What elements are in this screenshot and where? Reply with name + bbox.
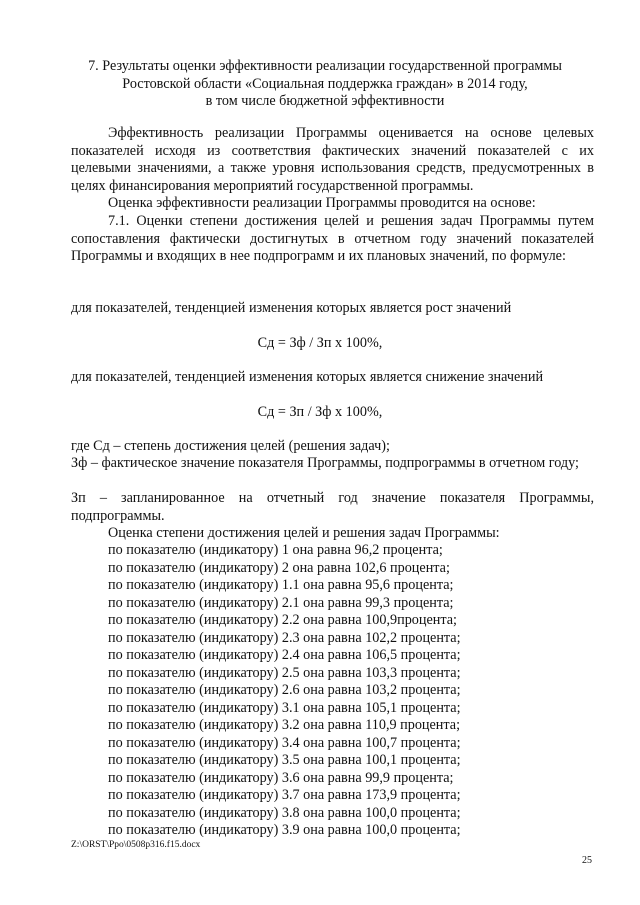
- list-item: по показателю (индикатору) 1 она равна 96,2 процента;: [108, 542, 443, 558]
- list-item: по показателю (индикатору) 3.9 она равна 100,0 процента;: [108, 822, 461, 838]
- paragraph-method: 7.1. Оценки степени достижения целей и решения задач Программы путем сопоставления фактически достигнутых в отчетном году значений показателей Программы и входящих в нее подпрограмм и их плановых значений, по формуле:: [71, 213, 594, 264]
- title-line: 7. Результаты оценки эффективности реализации государственной программы: [88, 58, 562, 74]
- list-item: по показателю (индикатору) 2.1 она равна 99,3 процента;: [108, 594, 454, 611]
- formula-decrease: Сд = Зп / Зф х 100%,: [257, 404, 383, 420]
- definition-cd: где Сд – степень достижения целей (решения задач);: [71, 438, 390, 454]
- list-item: по показателю (индикатору) 3.4 она равна 100,7 процента;: [108, 734, 461, 751]
- definition-zp: Зп – запланированное на отчетный год значение показателя Программы, подпрограммы.: [71, 490, 594, 524]
- list-item: по показателю (индикатору) 3.2 она равна 110,9 процента;: [108, 717, 461, 733]
- formula-growth: Сд = Зф / Зп х 100%,: [257, 335, 383, 351]
- list-item: по показателю (индикатору) 3.1 она равна 105,1 процента;: [108, 699, 461, 716]
- title-line: в том числе бюджетной эффективности: [205, 93, 445, 109]
- list-item: по показателю (индикатору) 2.3 она равна 102,2 процента;: [108, 629, 461, 646]
- definition-zf: Зф – фактическое значение показателя Программы, подпрограммы в отчетном году;: [71, 455, 579, 471]
- file-path-footer: Z:\ORST\Ppo\0508p316.f15.docx: [71, 840, 201, 850]
- section-title: [60, 58, 590, 111]
- list-item: по показателю (индикатору) 3.8 она равна 100,0 процента;: [108, 804, 461, 821]
- list-item: по показателю (индикатору) 2.2 она равна 100,9процента;: [108, 612, 457, 628]
- list-item: по показателю (индикатору) 2.5 она равна 103,3 процента;: [108, 664, 461, 681]
- assessment-intro: Оценка степени достижения целей и решения задач Программы:: [108, 525, 500, 541]
- list-item: по показателю (индикатору) 3.7 она равна 173,9 процента;: [108, 787, 461, 803]
- list-item: по показателю (индикатору) 1.1 она равна 95,6 процента;: [108, 577, 454, 593]
- paragraph-evaluation-basis: Оценка эффективности реализации Программы проводится на основе:: [108, 195, 536, 211]
- list-item: по показателю (индикатору) 2.4 она равна 106,5 процента;: [108, 647, 461, 663]
- page-number: 25: [582, 855, 592, 866]
- list-item: по показателю (индикатору) 3.6 она равна 99,9 процента;: [108, 769, 454, 786]
- decrease-label: для показателей, тенденцией изменения которых является снижение значений: [71, 369, 544, 385]
- growth-label: для показателей, тенденцией изменения которых является рост значений: [71, 300, 512, 316]
- list-item: по показателю (индикатору) 3.5 она равна 100,1 процента;: [108, 752, 461, 768]
- indicator-list: [71, 542, 631, 840]
- title-line: Ростовской области «Социальная поддержка граждан» в 2014 году,: [122, 75, 528, 92]
- list-item: по показателю (индикатору) 2 она равна 102,6 процента;: [108, 559, 450, 576]
- paragraph-efficiency: Эффективность реализации Программы оценивается на основе целевых показателей исходя из соответствия фактических значений показателей с их целевыми значениями, а также уровня использования средств, предусмотренных в целях финансирования мероприятий государственной программы.: [71, 125, 594, 194]
- list-item: по показателю (индикатору) 2.6 она равна 103,2 процента;: [108, 682, 461, 698]
